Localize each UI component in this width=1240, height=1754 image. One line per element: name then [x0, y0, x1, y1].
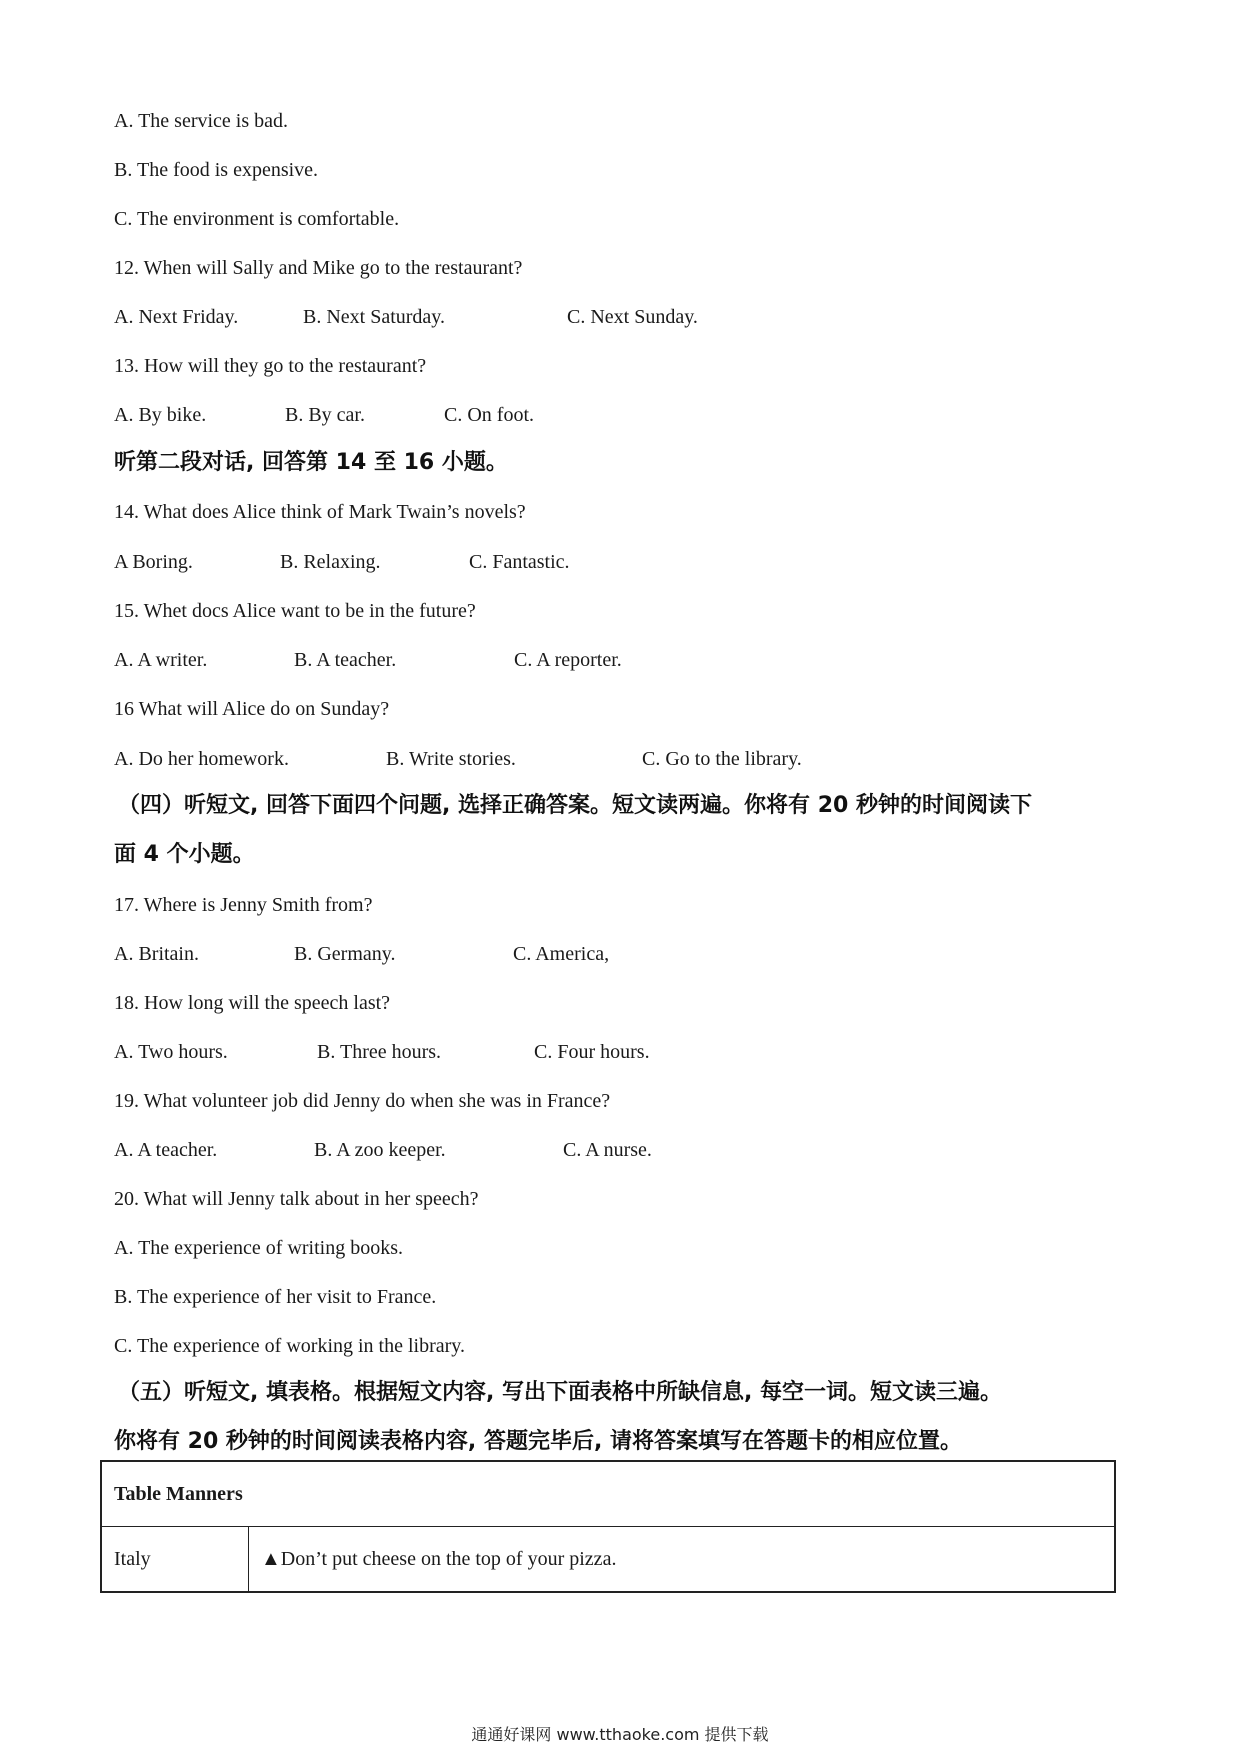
table-manners	[100, 1460, 1116, 1593]
section-5-instructions-line-1: （五）听短文, 填表格。根据短文内容, 写出下面表格中所缺信息, 每空一词。短文读三遍。	[118, 1380, 1003, 1405]
q18-option-c: C. Four hours.	[534, 1041, 650, 1063]
q19-option-b: B. A zoo keeper.	[314, 1139, 446, 1161]
q17-question: 17. Where is Jenny Smith from?	[114, 894, 373, 916]
q18-option-a: A. Two hours.	[114, 1041, 228, 1063]
q17-options	[114, 941, 1114, 967]
section-4-instructions-line-1: （四）听短文, 回答下面四个问题, 选择正确答案。短文读两遍。你将有 20 秒钟的时间阅读下	[118, 793, 1032, 818]
q16-option-c: C. Go to the library.	[642, 748, 802, 770]
q14-question: 14. What does Alice think of Mark Twain’s novels?	[114, 501, 526, 523]
q19-option-c: C. A nurse.	[563, 1139, 652, 1161]
q12-question: 12. When will Sally and Mike go to the restaurant?	[114, 257, 523, 279]
q18-option-b: B. Three hours.	[317, 1041, 442, 1063]
q19-options	[114, 1137, 1114, 1163]
section-5-instructions-line-2: 你将有 20 秒钟的时间阅读表格内容, 答题完毕后, 请将答案填写在答题卡的相应位置。	[114, 1429, 962, 1454]
q17-option-a: A. Britain.	[114, 943, 199, 965]
q13-option-b: B. By car.	[285, 404, 365, 426]
q15-options	[114, 647, 1114, 673]
q11-option-b: B. The food is expensive.	[114, 159, 319, 181]
q18-options	[114, 1039, 1114, 1065]
q20-option-a: A. The experience of writing books.	[114, 1237, 403, 1259]
q19-question: 19. What volunteer job did Jenny do when she was in France?	[114, 1090, 611, 1112]
q15-option-a: A. A writer.	[114, 649, 208, 671]
q16-question: 16 What will Alice do on Sunday?	[114, 698, 390, 720]
section-4-instructions-line-2: 面 4 个小题。	[114, 842, 255, 867]
q12-option-b: B. Next Saturday.	[303, 306, 446, 328]
q19-option-a: A. A teacher.	[114, 1139, 218, 1161]
q14-option-a: A Boring.	[114, 551, 193, 573]
table-header-row	[101, 1461, 1115, 1527]
q17-option-c: C. America,	[513, 943, 610, 965]
q14-option-c: C. Fantastic.	[469, 551, 570, 573]
q14-option-b: B. Relaxing.	[280, 551, 381, 573]
table-country-cell: Italy	[101, 1527, 249, 1593]
table-title: Table Manners	[101, 1461, 1115, 1527]
q17-option-b: B. Germany.	[294, 943, 396, 965]
q16-option-a: A. Do her homework.	[114, 748, 289, 770]
table-rule-cell: ▲Don’t put cheese on the top of your pizza.	[249, 1527, 1116, 1593]
q12-option-a: A. Next Friday.	[114, 306, 239, 328]
q18-question: 18. How long will the speech last?	[114, 992, 391, 1014]
q20-option-c: C. The experience of working in the library.	[114, 1335, 465, 1357]
q15-option-c: C. A reporter.	[514, 649, 622, 671]
q16-option-b: B. Write stories.	[386, 748, 516, 770]
section-heading-dialogue-2: 听第二段对话, 回答第 14 至 16 小题。	[114, 450, 508, 475]
page-footer: 通通好课网 www.tthaoke.com 提供下载	[471, 1725, 769, 1744]
q12-option-c: C. Next Sunday.	[567, 306, 698, 328]
q20-option-b: B. The experience of her visit to France.	[114, 1286, 437, 1308]
q13-option-a: A. By bike.	[114, 404, 207, 426]
q11-option-a: A. The service is bad.	[114, 110, 289, 132]
q14-options	[114, 549, 1114, 575]
q13-question: 13. How will they go to the restaurant?	[114, 355, 427, 377]
q12-options	[114, 304, 1114, 330]
q20-question: 20. What will Jenny talk about in her speech?	[114, 1188, 479, 1210]
q11-option-c: C. The environment is comfortable.	[114, 208, 400, 230]
table-row	[101, 1527, 1115, 1593]
q15-option-b: B. A teacher.	[294, 649, 397, 671]
q15-question: 15. Whet docs Alice want to be in the future?	[114, 600, 476, 622]
q16-options	[114, 746, 1114, 772]
q13-option-c: C. On foot.	[444, 404, 534, 426]
q13-options	[114, 402, 1114, 428]
